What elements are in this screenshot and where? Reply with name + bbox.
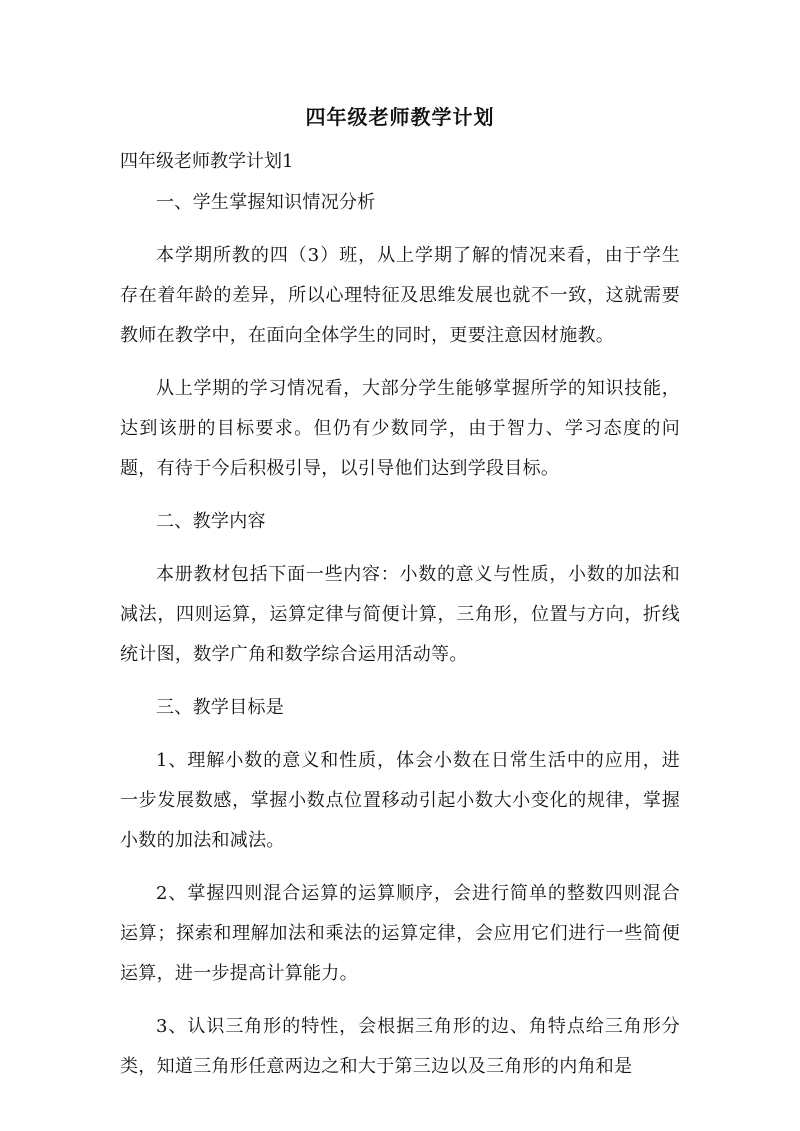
section-heading-student-analysis: 一、学生掌握知识情况分析 — [156, 192, 376, 213]
section-heading-teaching-content: 二、教学内容 — [156, 511, 266, 532]
paragraph-goal-1: 1、理解小数的意义和性质，体会小数在日常生活中的应用，进一步发展数感，掌握小数点位置移动引起小数大小变化的规律，掌握小数的加法和减法。 — [120, 750, 680, 851]
document-body — [120, 183, 680, 1087]
paragraph-class-situation: 本学期所教的四（3）班，从上学期了解的情况来看，由于学生存在着年龄的差异，所以心理特征及思维发展也就不一致，这就需要教师在教学中，在面向全体学生的同时，更要注意因材施教。 — [120, 245, 680, 346]
paragraph-goal-3: 3、认识三角形的特性，会根据三角形的边、角特点给三角形分类，知道三角形任意两边之和大于第三边以及三角形的内角和是 — [120, 1016, 680, 1077]
document-subtitle: 四年级老师教学计划1 — [120, 151, 294, 172]
paragraph-learning-situation: 从上学期的学习情况看，大部分学生能够掌握所学的知识技能，达到该册的目标要求。但仍有少数同学，由于智力、学习态度的问题，有待于今后积极引导，以引导他们达到学段目标。 — [120, 378, 680, 479]
section-heading-teaching-goals: 三、教学目标是 — [156, 697, 285, 718]
paragraph-goal-2: 2、掌握四则混合运算的运算顺序，会进行简单的整数四则混合运算；探索和理解加法和乘法的运算定律，会应用它们进行一些简便运算，进一步提高计算能力。 — [120, 883, 680, 984]
document-title: 四年级老师教学计划 — [305, 105, 495, 129]
paragraph-teaching-content: 本册教材包括下面一些内容：小数的意义与性质，小数的加法和减法，四则运算，运算定律与简便计算，三角形，位置与方向，折线统计图，数学广角和数学综合运用活动等。 — [120, 564, 680, 665]
